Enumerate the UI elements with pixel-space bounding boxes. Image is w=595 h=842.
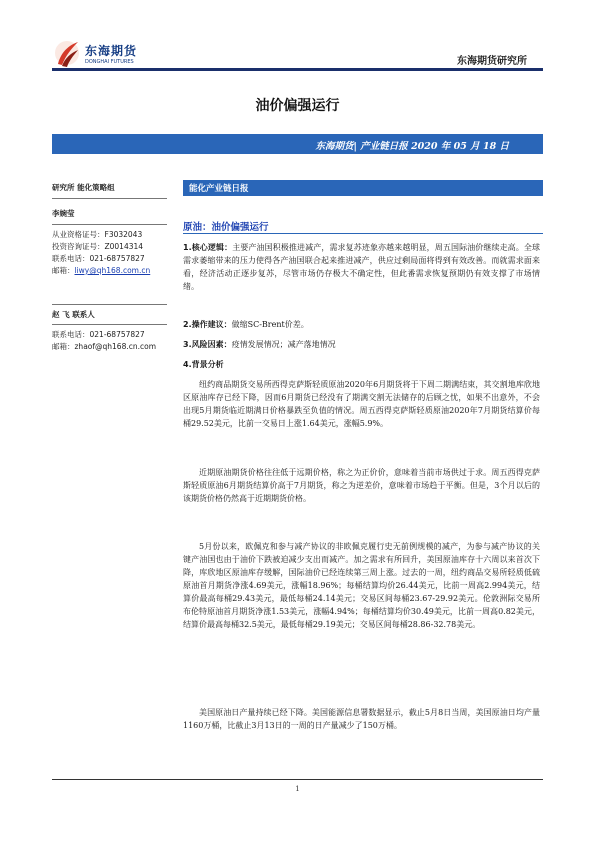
company-logo [52, 38, 152, 72]
report-banner [52, 134, 543, 154]
analyst2-email: 邮箱：zhaof@qh168.cn.com [52, 342, 157, 351]
sidebar-divider [52, 324, 167, 325]
body-paragraph: 近期原油期货价格往往低于远期价格，称之为正价价，意味着当前市场供过于求。周五西得克萨斯轻质原油6月期货结算价高于7月期货，称之为逆差价，意味着市场趋于平衡。但是，3个月以后的该期货价格仍然高于近期期货价格。 [183, 468, 540, 503]
logo-mark-icon [52, 38, 82, 70]
sidebar-divider [52, 198, 167, 199]
analyst2-phone: 联系电话：021-68757827 [52, 330, 145, 339]
section-title: 原油：油价偏强运行 [183, 222, 269, 233]
section-title-underline [183, 233, 543, 234]
section-pill-label: 能化产业链日报 [189, 184, 249, 194]
background-heading [183, 358, 540, 371]
item-text: 做缩SC-Brent价差。 [231, 320, 309, 329]
header-divider [52, 68, 543, 71]
section-pill [183, 180, 543, 196]
item-label: 4.背景分析 [183, 360, 224, 369]
item-text: 疫情发展情况；减产落地情况 [231, 340, 336, 349]
analyst1-email-link[interactable]: liwy@qh168.com.cn [74, 266, 151, 275]
item-text: 主要产油国积极推进减产，需求复苏迹象亦越来越明显，周五国际油价继续走高。全球需求萎缩带来的压力使得各产油国联合起来推进减产，供应过剩局面将得到有效改善。而就需求面来看，经济活动正逐步复苏，尽管市场仍存极大不确定性，但此番需求恢复预期仍有效支撑了市场情绪。 [183, 243, 540, 291]
logo-cn-text: 东海期货 [85, 44, 138, 58]
core-logic [183, 241, 540, 293]
page-number: 1 [295, 785, 300, 793]
analyst1-email-row [52, 265, 150, 277]
analyst1-phone: 联系电话：021-68757827 [52, 254, 145, 263]
body-paragraph: 美国原油日产量持续已经下降。美国能源信息署数据显示，截止5月8日当周，美国原油日均产量1160万桶，比截止3月13日的一周的日产量减少了150万桶。 [183, 708, 540, 730]
logo-en-text: DONGHAI FUTURES [85, 59, 134, 65]
sidebar-divider [52, 304, 167, 305]
analyst2-name: 赵 飞 联系人 [52, 310, 95, 319]
analyst1-cert2: 投资咨询证号：Z0014314 [52, 242, 144, 251]
item-label: 3.风险因素： [183, 340, 232, 349]
report-title: 油价偏强运行 [255, 98, 340, 114]
footer-divider [52, 779, 543, 780]
analyst1-name: 李婉莹 [52, 209, 75, 218]
body-paragraph: 5月份以来，欧佩克和参与减产协议的非欧佩克履行史无前例规模的减产，为参与减产协议的关键产油国也由于油价下跌被迫减少支出而减产。加之需求有所回升，美国原油库存十六周以来首次下降，库欣地区原油库存缓解，国际油价已经连续第三周上涨。过去的一周，纽约商品交易所轻质低硫原油首月期货净涨4.69美元，涨幅18.96%；每桶结算均价26.44美元，比前一周高2.994美元，结算价最高每桶29.43美元，最低每桶24.14美元；交易区间每桶23.67-29.92美元。伦敦洲际交易所布伦特原油首月期货净涨1.53美元，涨幅4.94%；每桶结算均价30.49美元，比前一周高0.82美元，结算价最高每桶32.5美元，最低每桶29.19美元；交易区间每桶28.86-32.78美元。 [183, 542, 540, 629]
item-label: 2.操作建议： [183, 320, 232, 329]
research-dept: 研究所 能化策略组 [52, 183, 115, 192]
operation-advice [183, 318, 540, 331]
analyst1-cert1: 从业资格证号：F3032043 [52, 230, 143, 239]
risk-factors [183, 338, 540, 351]
sidebar-divider [52, 224, 167, 225]
body-paragraph: 纽约商品期货交易所西得克萨斯轻质原油2020年6月期货将于下周二期满结束，其交割地库欣地区原油库存已经下降，因而6月期货已经没有了期满交割无法储存的后顾之忧，如果不出意外，不会出现5月期货临近期满日价格暴跌至负值的情况。周五西得克萨斯轻质原油2020年7月期货结算价每桶29.52美元，比前一交易日上涨1.64美元，涨幅5.9%。 [183, 380, 540, 428]
banner-text: 东海期货| 产业链日报 2020 年 05 月 18 日 [315, 141, 509, 152]
item-label: 1.核心逻辑： [183, 243, 233, 252]
org-name: 东海期货研究所 [457, 56, 527, 67]
email-label: 邮箱： [52, 266, 75, 275]
